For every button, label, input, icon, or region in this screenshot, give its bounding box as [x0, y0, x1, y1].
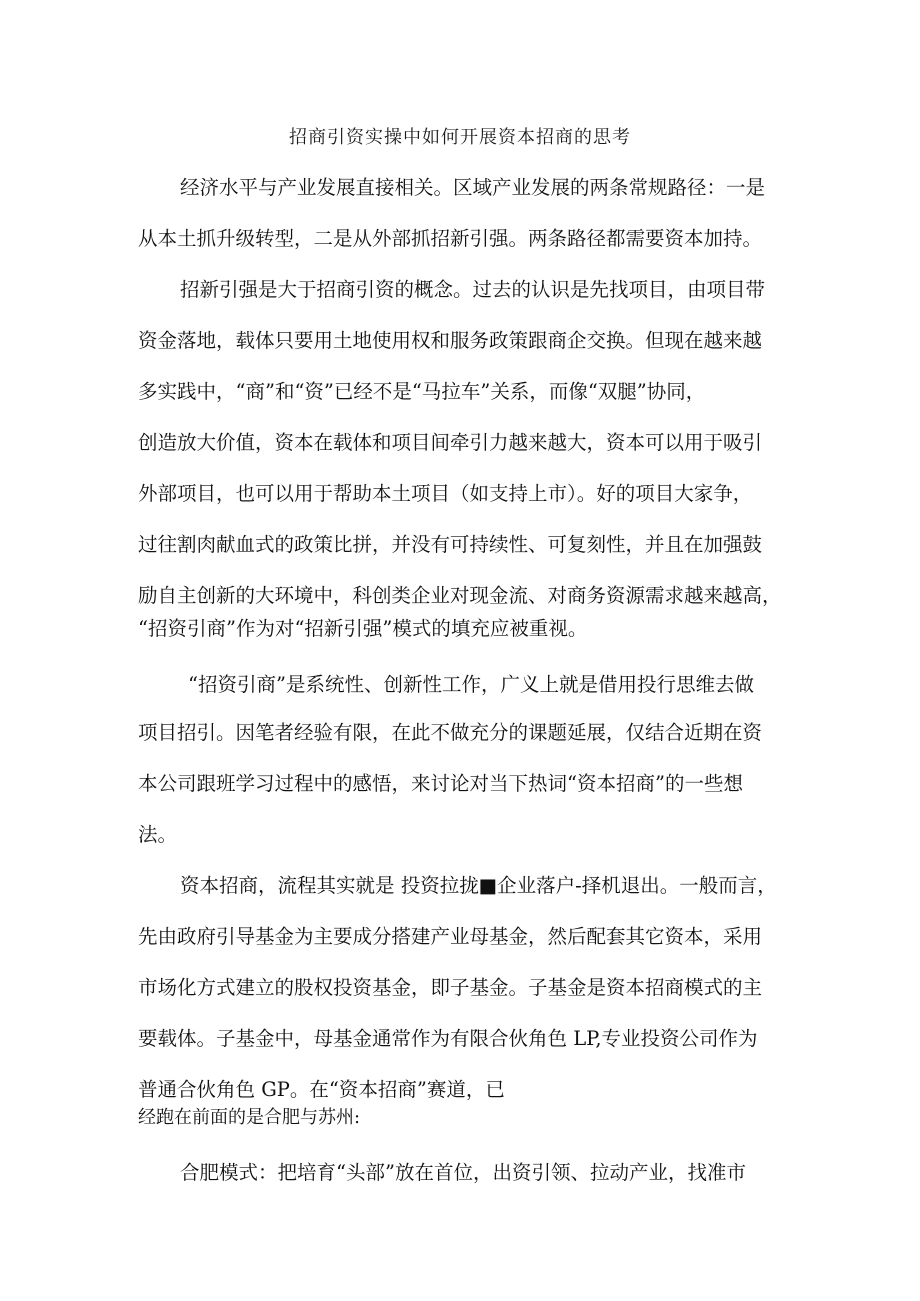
- document-title: 招商引资实操中如何开展资本招商的思考: [289, 127, 631, 148]
- paragraph-1-line-2: 从本土抓升级转型，二是从外部抓招新引强。两条路径都需要资本加持。: [138, 227, 763, 250]
- paragraph-3-line-3: 本公司跟班学习过程中的感悟，来讨论对当下热词“资本招商”的一些想: [138, 772, 743, 795]
- paragraph-5-line-1: 合肥模式：把培育“头部”放在首位，出资引领、拉动产业，找准市: [180, 1161, 746, 1184]
- paragraph-2-line-3: 多实践中，“商”和“资”已经不是“马拉车”关系，而像“双腿”协同，: [138, 380, 706, 403]
- paragraph-2-line-5: 外部项目，也可以用于帮助本土项目（如支持上市）。好的项目大家争，: [138, 482, 753, 505]
- paragraph-2-line-6: 过往割肉献血式的政策比拼，并没有可持续性、可复刻性，并且在加强鼓: [138, 533, 763, 556]
- paragraph-2-line-4: 创造放大价值，资本在载体和项目间牵引力越来越大，资本可以用于吸引: [138, 431, 763, 454]
- paragraph-3-line-2: 项目招引。因笔者经验有限，在此不做充分的课题延展，仅结合近期在资: [138, 721, 763, 744]
- paragraph-4-line-3: 市场化方式建立的股权投资基金，即子基金。子基金是资本招商模式的主: [138, 976, 763, 999]
- paragraph-4-line-5: 普通合伙角色 GP。在“资本招商”赛道，已: [138, 1078, 505, 1101]
- paragraph-2-line-2: 资金落地，载体只要用土地使用权和服务政策跟商企交换。但现在越来越: [138, 329, 763, 352]
- paragraph-4-line-4: 要载体。子基金中，母基金通常作为有限合伙角色 LP,专业投资公司作为: [138, 1027, 758, 1050]
- paragraph-4-line-2: 先由政府引导基金为主要成分搭建产业母基金，然后配套其它资本，采用: [138, 925, 763, 948]
- paragraph-3-line-4: 法。: [138, 823, 178, 846]
- paragraph-2-line-8: “招资引商”作为对“招新引强”模式的填充应被重视。: [138, 617, 588, 640]
- paragraph-4-line-1: 资本招商，流程其实就是 投资拉拢■企业落户-择机退出。一般而言，: [180, 874, 777, 897]
- paragraph-1-line-1: 经济水平与产业发展直接相关。区域产业发展的两条常规路径：一是: [180, 176, 766, 199]
- paragraph-2-line-1: 招新引强是大于招商引资的概念。过去的认识是先找项目，由项目带: [180, 278, 766, 301]
- paragraph-4-line-6: 经跑在前面的是合肥与苏州:: [138, 1107, 361, 1128]
- paragraph-3-line-1: “招资引商”是系统性、创新性工作，广义上就是借用投行思维去做: [188, 673, 754, 696]
- paragraph-2-line-7: 励自主创新的大环境中，科创类企业对现金流、对商务资源需求越来越高，: [138, 584, 782, 607]
